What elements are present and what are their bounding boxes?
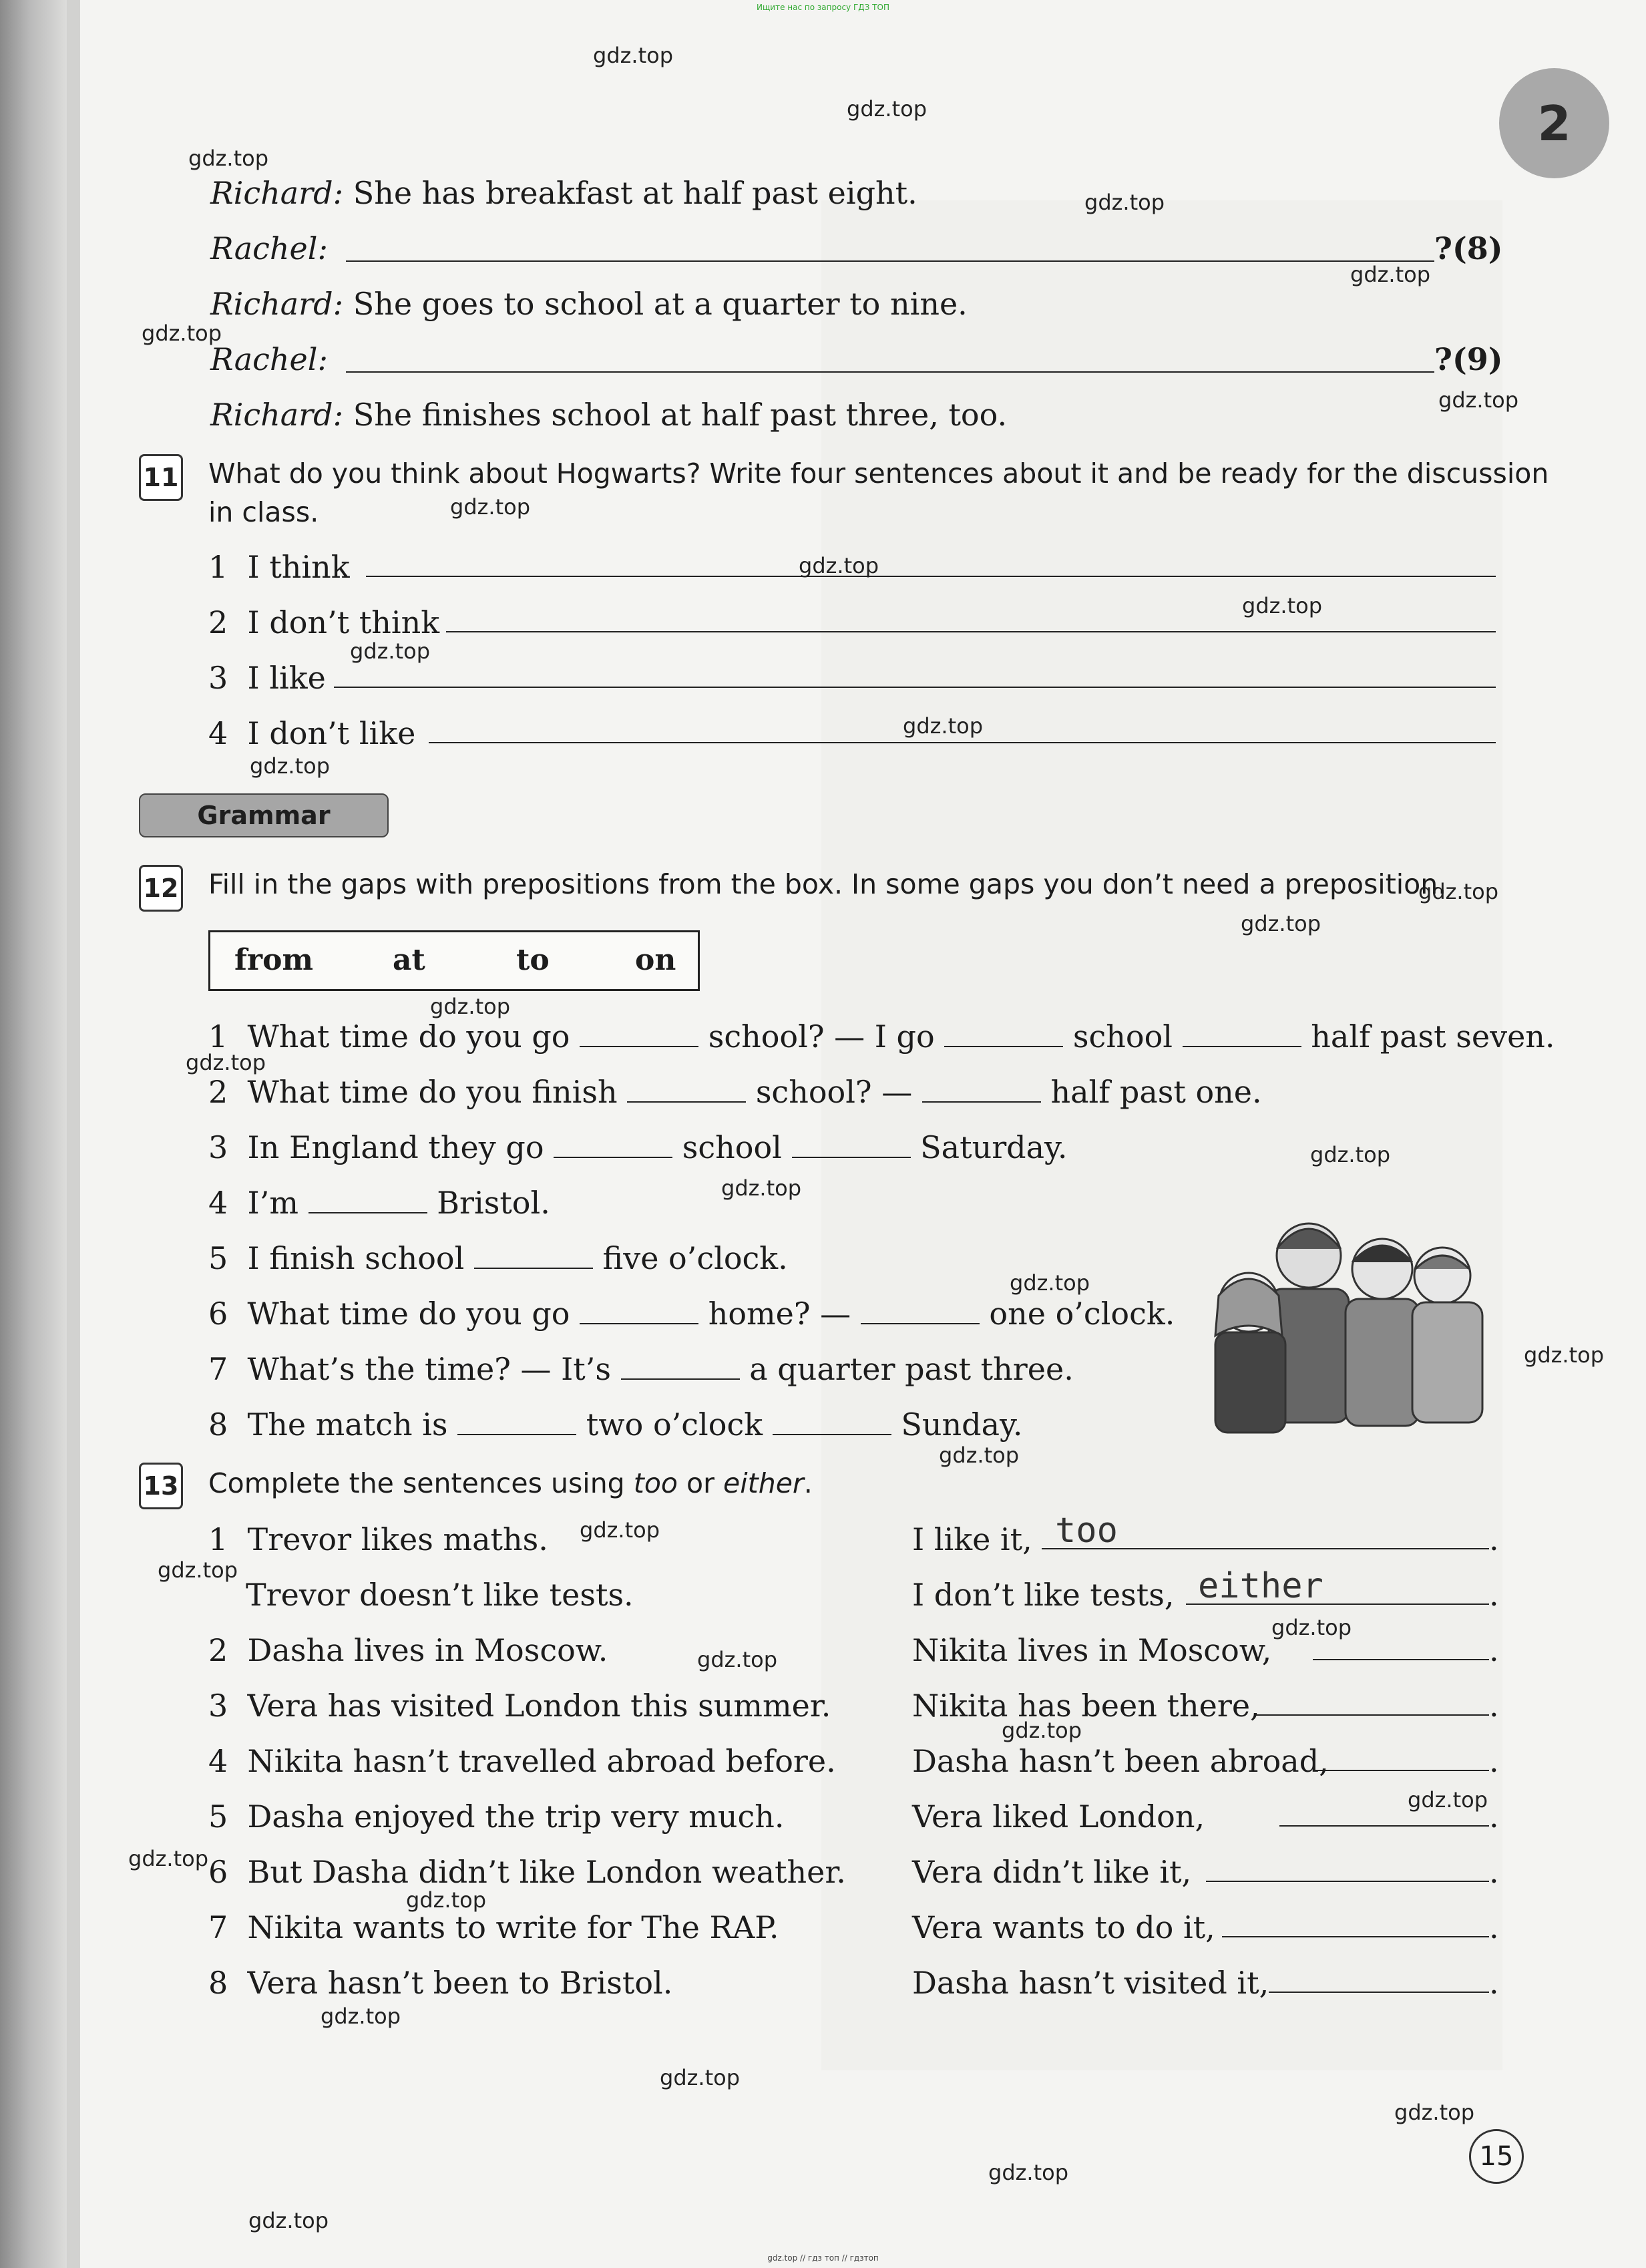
exercise-item-left xyxy=(208,1799,784,1835)
item-number: 5 xyxy=(208,1240,228,1276)
watermark: gdz.top xyxy=(903,713,984,739)
item-text: Dasha hasn’t been abroad, xyxy=(912,1743,1329,1779)
question-number: ?(9) xyxy=(1434,341,1503,377)
exercise-item-left xyxy=(208,1854,846,1890)
item-text: What’s the time? — It’s xyxy=(247,1351,611,1387)
item-number: 4 xyxy=(208,1743,228,1779)
answer-line[interactable] xyxy=(366,576,1496,577)
answer-line[interactable] xyxy=(1255,1714,1489,1716)
item-text: Bristol. xyxy=(437,1185,550,1221)
item-number: 5 xyxy=(208,1799,228,1835)
item-text: school? — xyxy=(755,1074,913,1110)
exercise-item xyxy=(208,1185,550,1221)
exercise-item-left xyxy=(208,1965,672,2001)
list-item xyxy=(208,715,415,751)
item-number: 2 xyxy=(208,1074,228,1110)
watermark: gdz.top xyxy=(1350,262,1431,287)
word-box-item: at xyxy=(393,943,425,977)
exercise-item-left xyxy=(208,1632,608,1668)
item-text: What time do you go xyxy=(247,1018,570,1055)
answer-line[interactable] xyxy=(1206,1881,1489,1882)
watermark: gdz.top xyxy=(1271,1615,1352,1640)
instruction-keyword: either xyxy=(723,1467,804,1499)
item-text: Dasha enjoyed the trip very much. xyxy=(247,1799,785,1835)
handwritten-answer[interactable]: either xyxy=(1198,1566,1323,1606)
dialogue-line xyxy=(210,397,1007,433)
watermark: gdz.top xyxy=(321,2004,401,2029)
watermark: gdz.top xyxy=(799,553,879,578)
item-number: 3 xyxy=(208,660,228,696)
item-text: I don’t like tests, xyxy=(912,1577,1175,1613)
question-number: ?(8) xyxy=(1434,230,1503,266)
instruction-keyword: too xyxy=(633,1467,678,1499)
period: . xyxy=(1489,1909,1499,1945)
item-number: 1 xyxy=(208,549,228,585)
book-gutter-edge xyxy=(67,0,80,2268)
gap[interactable] xyxy=(792,1157,911,1158)
exercise-item xyxy=(208,1296,1175,1332)
watermark: gdz.top xyxy=(248,2208,329,2233)
exercise-item-right xyxy=(912,1632,1271,1668)
dialogue-line xyxy=(210,230,328,266)
item-text: Trevor likes maths. xyxy=(247,1521,548,1557)
section-label-grammar: Grammar xyxy=(139,793,389,837)
watermark: gdz.top xyxy=(1310,1142,1391,1167)
watermark: gdz.top xyxy=(847,96,928,122)
watermark: gdz.top xyxy=(158,1557,238,1583)
item-text: Vera has visited London this summer. xyxy=(247,1688,831,1724)
watermark: gdz.top xyxy=(1418,879,1499,904)
answer-line[interactable] xyxy=(1313,1659,1489,1660)
item-number: 4 xyxy=(208,1185,228,1221)
exercise-item-left xyxy=(208,1521,548,1557)
dialogue-line xyxy=(210,175,917,211)
watermark: gdz.top xyxy=(1241,911,1321,936)
word-box-item: to xyxy=(516,943,550,977)
watermark: gdz.top xyxy=(188,146,269,171)
item-text: I like it, xyxy=(912,1521,1032,1557)
instruction-text: Complete the sentences using xyxy=(208,1467,634,1499)
handwritten-answer[interactable]: too xyxy=(1055,1511,1118,1551)
watermark: gdz.top xyxy=(939,1443,1020,1468)
exercise-number-12: 12 xyxy=(139,865,183,912)
gap[interactable] xyxy=(944,1046,1063,1047)
item-text: Trevor doesn’t like tests. xyxy=(246,1577,634,1613)
exercise-item-left xyxy=(208,1577,634,1613)
item-number: 6 xyxy=(208,1854,228,1890)
answer-line[interactable] xyxy=(1269,1992,1489,1993)
speaker: Rachel: xyxy=(210,230,328,266)
item-text: half past one. xyxy=(1050,1074,1262,1110)
gap[interactable] xyxy=(457,1434,576,1435)
answer-line[interactable] xyxy=(1279,1825,1489,1827)
item-text: half past seven. xyxy=(1311,1018,1555,1055)
exercise-number-13: 13 xyxy=(139,1463,183,1509)
period: . xyxy=(1489,1632,1499,1668)
gap[interactable] xyxy=(922,1101,1041,1103)
watermark: gdz.top xyxy=(406,1887,487,1913)
item-text: Vera hasn’t been to Bristol. xyxy=(247,1965,673,2001)
exercise-item xyxy=(208,1129,1068,1165)
exercise-item-left xyxy=(208,1743,836,1779)
watermark: gdz.top xyxy=(430,994,511,1019)
exercise-item-right xyxy=(912,1799,1205,1835)
exercise-item-left xyxy=(208,1909,779,1945)
item-number: 7 xyxy=(208,1351,228,1387)
watermark: gdz.top xyxy=(580,1517,660,1543)
speaker: Rachel: xyxy=(210,341,328,377)
item-number: 3 xyxy=(208,1688,228,1724)
watermark: gdz.top xyxy=(1524,1342,1605,1368)
item-text: five o’clock. xyxy=(602,1240,788,1276)
dialogue-line xyxy=(210,341,328,377)
watermark: gdz.top xyxy=(1408,1787,1488,1813)
kids-illustration xyxy=(1202,1202,1489,1443)
dialogue-line xyxy=(210,286,968,322)
answer-line[interactable] xyxy=(429,742,1496,743)
watermark: gdz.top xyxy=(250,753,331,779)
answer-line[interactable] xyxy=(1186,1603,1489,1605)
gap[interactable] xyxy=(308,1212,427,1213)
period: . xyxy=(1489,1965,1499,2001)
gap[interactable] xyxy=(1183,1046,1301,1047)
item-text: one o’clock. xyxy=(989,1296,1175,1332)
gap[interactable] xyxy=(621,1378,740,1380)
item-prompt: I like xyxy=(247,660,326,696)
item-number: 3 xyxy=(208,1129,228,1165)
item-text: Vera liked London, xyxy=(912,1799,1205,1835)
gap[interactable] xyxy=(554,1157,672,1158)
answer-line[interactable] xyxy=(1222,1936,1489,1937)
answer-line[interactable] xyxy=(346,371,1434,373)
exercise-item xyxy=(208,1018,1555,1055)
period: . xyxy=(1489,1688,1499,1724)
exercise-instruction: in class. xyxy=(208,496,319,528)
page-number: 15 xyxy=(1469,2129,1524,2184)
answer-line[interactable] xyxy=(1042,1548,1489,1549)
list-item xyxy=(208,549,350,585)
item-text: What time do you finish xyxy=(247,1074,618,1110)
watermark: gdz.top xyxy=(186,1050,266,1075)
exercise-number-11: 11 xyxy=(139,454,183,501)
exercise-item-left xyxy=(208,1688,831,1724)
item-number: 6 xyxy=(208,1296,228,1332)
exercise-instruction: What do you think about Hogwarts? Write four sentences about it and be ready for the discussion xyxy=(208,457,1549,490)
answer-line[interactable] xyxy=(1313,1770,1489,1771)
speaker: Richard: xyxy=(210,175,344,211)
item-prompt: I don’t think xyxy=(247,604,440,640)
item-number: 8 xyxy=(208,1406,228,1443)
gap[interactable] xyxy=(861,1323,980,1324)
top-note: Ищите нас по запросу ГДЗ ТОП xyxy=(757,3,889,12)
watermark: gdz.top xyxy=(142,321,222,346)
watermark: gdz.top xyxy=(450,494,531,520)
bottom-note: gdz.top // гдз топ // гдзтоп xyxy=(767,2253,879,2263)
watermark: gdz.top xyxy=(988,2160,1069,2185)
item-number: 2 xyxy=(208,1632,228,1668)
watermark: gdz.top xyxy=(1438,387,1519,413)
exercise-item-right xyxy=(912,1743,1329,1779)
item-text: Vera didn’t like it, xyxy=(912,1854,1192,1890)
item-number: 4 xyxy=(208,715,228,751)
instruction-text: . xyxy=(803,1467,813,1499)
item-text: In England they go xyxy=(247,1129,544,1165)
gap[interactable] xyxy=(773,1434,891,1435)
watermark: gdz.top xyxy=(593,43,674,68)
exercise-instruction xyxy=(208,1464,813,1503)
gap[interactable] xyxy=(580,1323,698,1324)
word-box-item: on xyxy=(635,943,676,977)
item-text: two o’clock xyxy=(586,1406,763,1443)
watermark: gdz.top xyxy=(697,1647,778,1672)
item-text: The match is xyxy=(247,1406,448,1443)
word-box xyxy=(208,930,700,991)
item-text: Saturday. xyxy=(920,1129,1068,1165)
item-prompt: I think xyxy=(247,549,350,585)
word-box-item: from xyxy=(234,943,314,977)
exercise-item xyxy=(208,1074,1262,1110)
item-number: 8 xyxy=(208,1965,228,2001)
unit-number-badge: 2 xyxy=(1499,68,1609,178)
item-text: Nikita hasn’t travelled abroad before. xyxy=(247,1743,836,1779)
period: . xyxy=(1489,1521,1499,1557)
dialogue-text: She finishes school at half past three, too. xyxy=(353,397,1008,433)
watermark: gdz.top xyxy=(128,1846,209,1871)
item-text: Sunday. xyxy=(901,1406,1023,1443)
watermark: gdz.top xyxy=(1394,2100,1475,2125)
list-item xyxy=(208,660,326,696)
speaker: Richard: xyxy=(210,286,344,322)
book-gutter-shadow xyxy=(0,0,73,2268)
item-text: Vera wants to do it, xyxy=(912,1909,1215,1945)
watermark: gdz.top xyxy=(350,638,431,664)
item-prompt: I don’t like xyxy=(247,715,416,751)
exercise-item-right xyxy=(912,1854,1191,1890)
gap[interactable] xyxy=(627,1101,746,1103)
watermark: gdz.top xyxy=(721,1175,802,1201)
exercise-item-right xyxy=(912,1965,1269,2001)
gap[interactable] xyxy=(474,1268,593,1269)
watermark: gdz.top xyxy=(1002,1718,1082,1743)
watermark: gdz.top xyxy=(1242,593,1323,618)
exercise-item-right xyxy=(912,1909,1215,1945)
answer-line[interactable] xyxy=(334,687,1496,688)
item-text: home? — xyxy=(708,1296,851,1332)
watermark: gdz.top xyxy=(660,2065,741,2090)
item-number: 7 xyxy=(208,1909,228,1945)
exercise-instruction: Fill in the gaps with prepositions from the box. In some gaps you don’t need a preposition. xyxy=(208,868,1447,900)
item-text: a quarter past three. xyxy=(749,1351,1074,1387)
list-item xyxy=(208,604,439,640)
period: . xyxy=(1489,1854,1499,1890)
exercise-item xyxy=(208,1240,788,1276)
item-text: I finish school xyxy=(247,1240,465,1276)
item-text: I’m xyxy=(247,1185,298,1221)
item-text: Nikita lives in Moscow, xyxy=(912,1632,1272,1668)
gap[interactable] xyxy=(580,1046,698,1047)
item-text: But Dasha didn’t like London weather. xyxy=(247,1854,846,1890)
watermark: gdz.top xyxy=(1084,190,1165,215)
dialogue-text: She has breakfast at half past eight. xyxy=(353,175,917,211)
item-text: Nikita wants to write for The RAP. xyxy=(247,1909,779,1945)
item-number: 1 xyxy=(208,1521,228,1557)
exercise-item xyxy=(208,1406,1023,1443)
exercise-item-right xyxy=(912,1521,1032,1557)
exercise-item-right xyxy=(912,1577,1174,1613)
watermark: gdz.top xyxy=(1010,1270,1090,1296)
item-text: school xyxy=(1072,1018,1173,1055)
period: . xyxy=(1489,1799,1499,1835)
answer-line[interactable] xyxy=(446,631,1496,632)
item-number: 1 xyxy=(208,1018,228,1055)
period: . xyxy=(1489,1743,1499,1779)
answer-line[interactable] xyxy=(346,260,1434,262)
speaker: Richard: xyxy=(210,397,344,433)
item-text: Dasha lives in Moscow. xyxy=(247,1632,608,1668)
item-number: 2 xyxy=(208,604,228,640)
item-text: school? — I go xyxy=(708,1018,935,1055)
item-text: Nikita has been there, xyxy=(912,1688,1260,1724)
item-text: Dasha hasn’t visited it, xyxy=(912,1965,1269,2001)
exercise-item-right xyxy=(912,1688,1260,1724)
item-text: school xyxy=(682,1129,782,1165)
item-text: What time do you go xyxy=(247,1296,570,1332)
dialogue-text: She goes to school at a quarter to nine. xyxy=(353,286,968,322)
instruction-text: or xyxy=(678,1467,724,1499)
period: . xyxy=(1489,1577,1499,1613)
exercise-item xyxy=(208,1351,1074,1387)
